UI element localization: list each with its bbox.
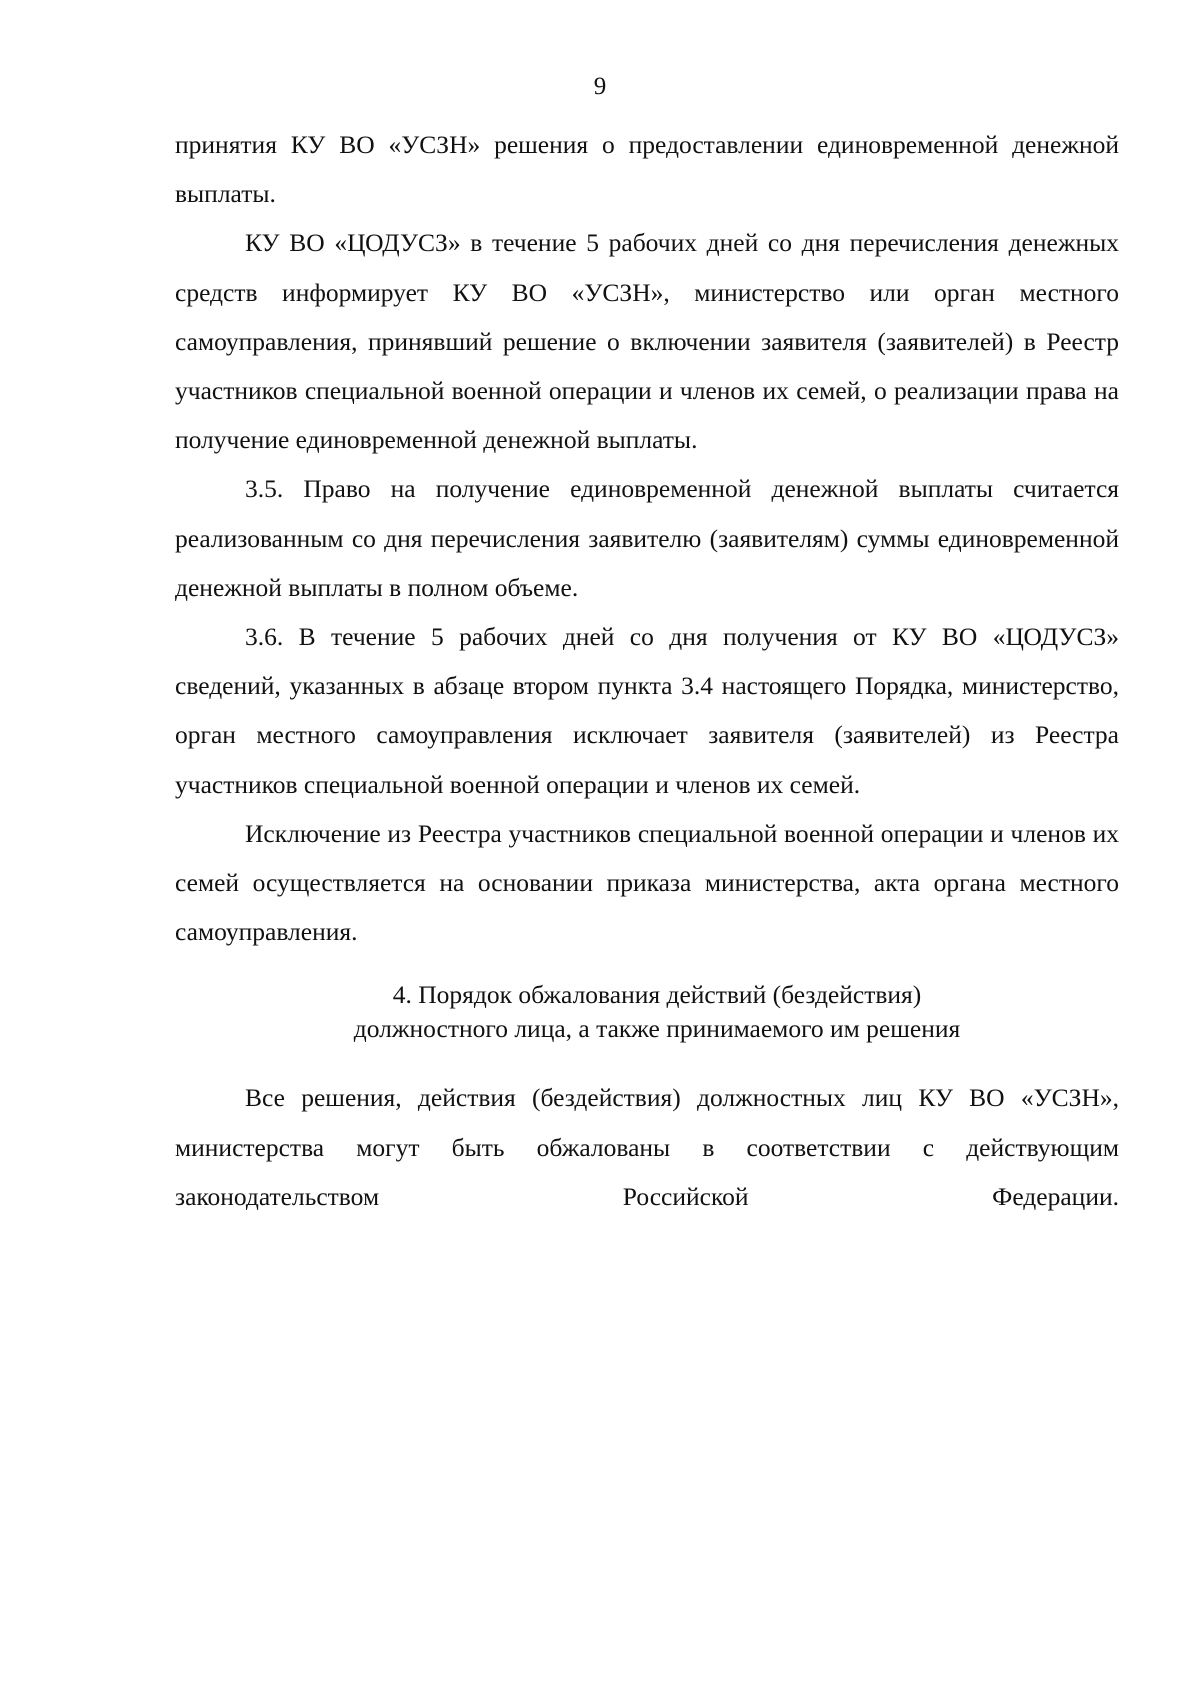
page-number: 9 [593,73,607,100]
section-heading [175,978,1119,1046]
paragraph-3-6: 3.6. В течение 5 рабочих дней со дня получения от КУ ВО «ЦОДУСЗ» сведений, указанных в абзаце втором пункта 3.4 настоящего Порядка, министерство, орган местного самоуправления исключает заявителя (заявителей) из Реестра участников специальной военной операции и членов их семей. [175,622,1119,799]
paragraph-appeal: Все решения, действия (бездействия) должностных лиц КУ ВО «УСЗН», министерства могут быть обжалованы в соответствии с действующим законодательством Российской Федерации. [175,1083,1119,1211]
section-heading-line-2: должностного лица, а также принимаемого им решения [353,1014,961,1044]
paragraph-3-5: 3.5. Право на получение единовременной денежной выплаты считается реализованным со дня перечисления заявителю (заявителям) суммы единовременной денежной выплаты в полном объеме. [175,474,1119,602]
paragraph-informing: КУ ВО «ЦОДУСЗ» в течение 5 рабочих дней со дня перечисления денежных средств информирует КУ ВО «УСЗН», министерство или орган местного самоуправления, принявший решение о включении заявителя (заявителей) в Реестр участников специальной военной операции и членов их семей, о реализации права на получение единовременной денежной выплаты. [175,228,1119,455]
section-heading-line-1: 4. Порядок обжалования действий (бездействия) [392,980,922,1010]
document-body [175,120,1119,1221]
paragraph-continuation: принятия КУ ВО «УСЗН» решения о предоставлении единовременной денежной выплаты. [175,130,1119,209]
paragraph-exclusion: Исключение из Реестра участников специальной военной операции и членов их семей осуществляется на основании приказа министерства, акта органа местного самоуправления. [175,818,1119,947]
